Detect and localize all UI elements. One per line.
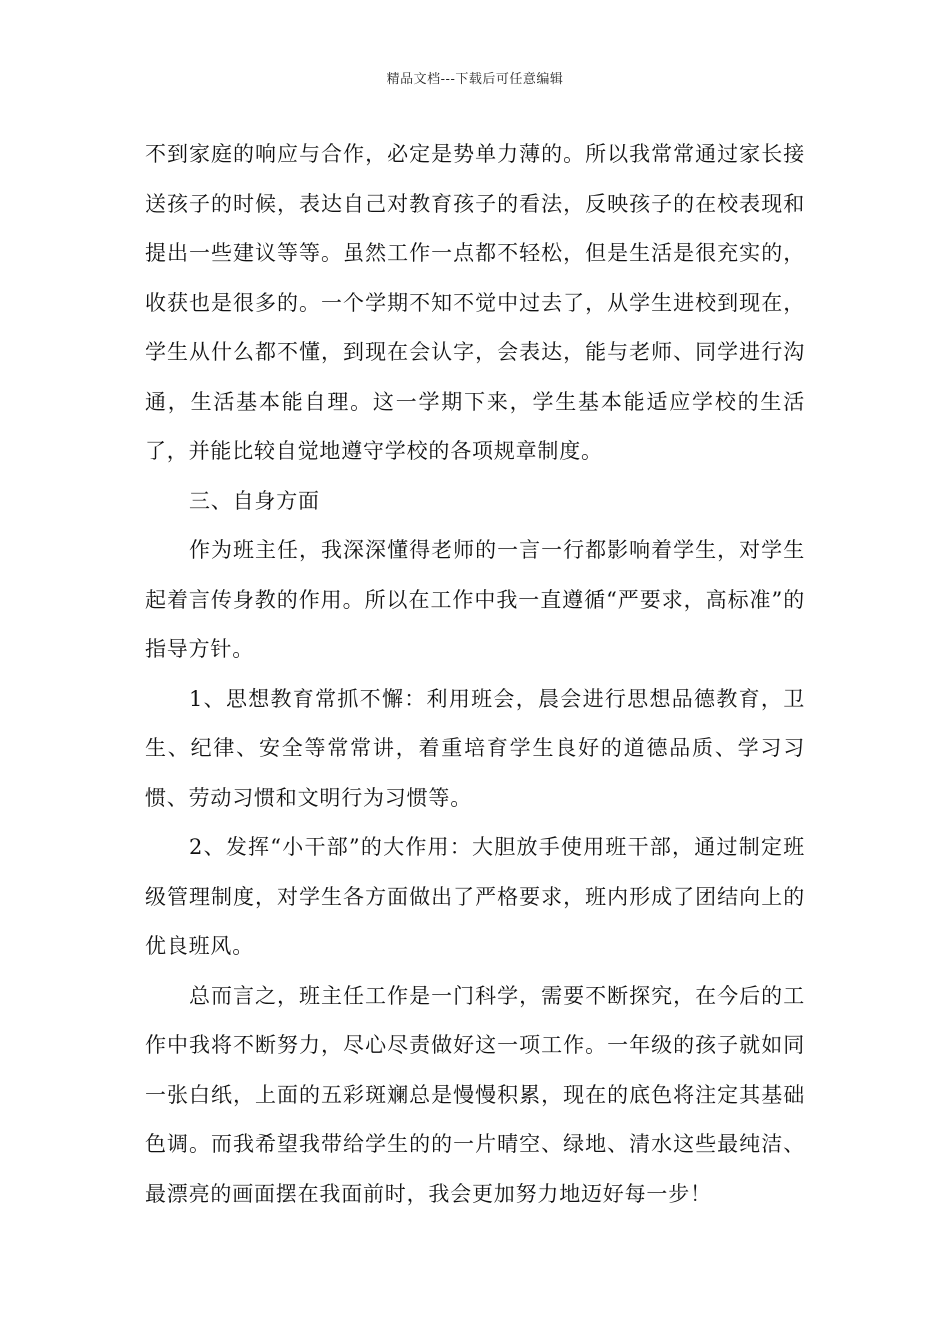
paragraph: 总而言之，班主任工作是一门科学，需要不断探究，在今后的工作中我将不断努力，尽心尽责做好这一项工作。一年级的孩子就如同一张白纸，上面的五彩斑斓总是慢慢积累，现在的底色将注定其基础色调。而我希望我带给学生的的一片晴空、绿地、清水这些最纯洁、最漂亮的画面摆在我面前时，我会更加努力地迈好每一步！ [145, 983, 805, 1206]
paragraph: 1、思想教育常抓不懈：利用班会，晨会进行思想品德教育，卫生、纪律、安全等常常讲，着重培育学生良好的道德品质、学习习惯、劳动习惯和文明行为习惯等。 [145, 686, 805, 810]
paragraph: 2、发挥“小干部”的大作用：大胆放手使用班干部，通过制定班级管理制度，对学生各方面做出了严格要求，班内形成了团结向上的优良班风。 [145, 835, 805, 958]
section-heading: 三、自身方面 [189, 488, 320, 513]
paragraph-continuation: 不到家庭的响应与合作，必定是势单力薄的。所以我常常通过家长接送孩子的时候，表达自己对教育孩子的看法，反映孩子的在校表现和提出一些建议等等。虽然工作一点都不轻松，但是生活是很充实的，收获也是很多的。一个学期不知不觉中过去了，从学生进校到现在，学生从什么都不懂，到现在会认字，会表达，能与老师、同学进行沟通，生活基本能自理。这一学期下来，学生基本能适应学校的生活了，并能比较自觉地遵守学校的各项规章制度。 [145, 142, 805, 463]
document-body [145, 130, 805, 1219]
paragraph: 作为班主任，我深深懂得老师的一言一行都影响着学生，对学生起着言传身教的作用。所以在工作中我一直遵循“严要求，高标准”的指导方针。 [145, 538, 805, 661]
page-header: 精品文档---下载后可任意编辑 [386, 72, 564, 87]
